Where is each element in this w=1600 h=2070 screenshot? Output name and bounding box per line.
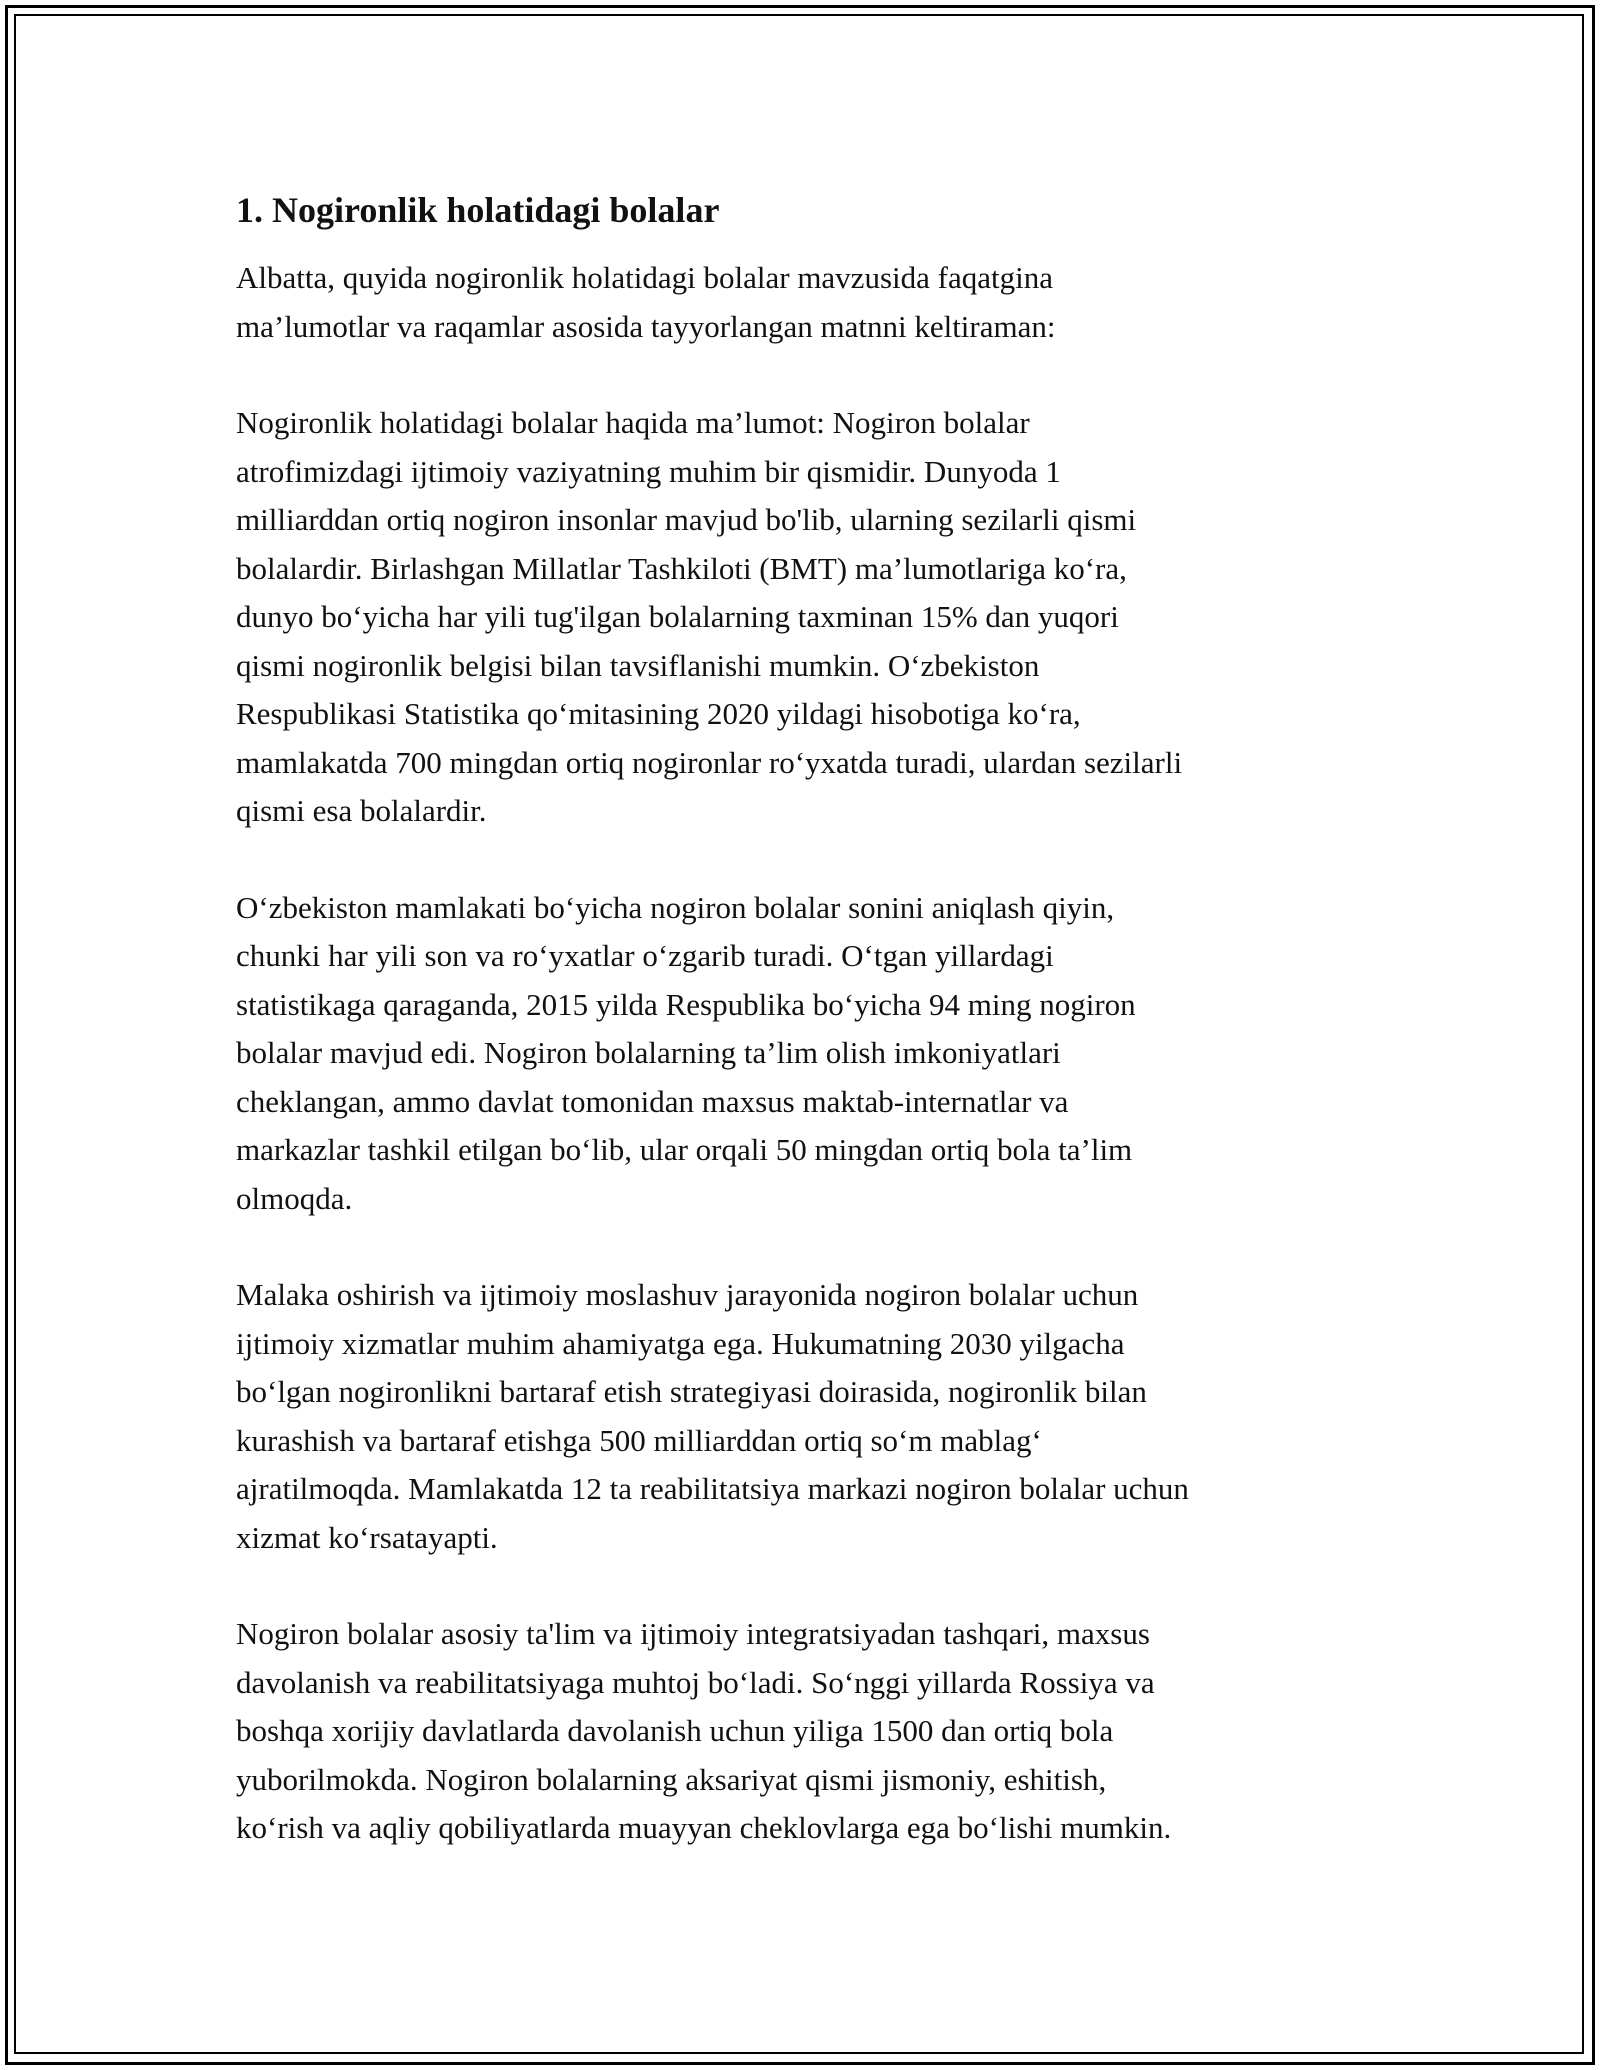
document-title: 1. Nogironlik holatidagi bolalar — [236, 190, 720, 230]
paragraph-overview: Nogironlik holatidagi bolalar haqida ma’lumot: Nogiron bolalar atrofimizdagi ijtimoiy vaziyatning muhim bir qismidir. Dunyoda 1 milliarddan ortiq nogiron insonlar mavjud bo'lib, ularning sezilarli qismi bolalardir. Birlashgan Millatlar Tashkiloti (BMT) ma’lumotlariga ko‘ra, dunyo bo‘yicha har yili tug'ilgan bolalarning taxminan 15% dan yuqori qismi nogironlik belgisi bilan tavsiflanishi mumkin. O‘zbekiston Respublikasi Statistika qo‘mitasining 2020 yildagi hisobotiga ko‘ra, mamlakatda 700 mingdan ortiq nogironlar ro‘yxatda turadi, ulardan sezilarli qismi esa bolalardir. — [236, 405, 1183, 828]
document-body — [236, 186, 1366, 1901]
paragraph-uzbekistan-statistics: O‘zbekiston mamlakati bo‘yicha nogiron bolalar sonini aniqlash qiyin, chunki har yili son va ro‘yxatlar o‘zgarib turadi. O‘tgan yillardagi statistikaga qaraganda, 2015 yilda Respublika bo‘yicha 94 ming nogiron bolalar mavjud edi. Nogiron bolalarning ta’lim olish imkoniyatlari cheklangan, ammo davlat tomonidan maxsus maktab-internatlar va markazlar tashkil etilgan bo‘lib, ular orqali 50 mingdan ortiq bola ta’lim olmoqda. — [236, 889, 1136, 1216]
paragraph-social-services: Malaka oshirish va ijtimoiy moslashuv jarayonida nogiron bolalar uchun ijtimoiy xizmatlar muhim ahamiyatga ega. Hukumatning 2030 yilgacha bo‘lgan nogironlikni bartaraf etish strategiyasi doirasida, nogironlik bilan kurashish va bartaraf etishga 500 milliarddan ortiq so‘m mablag‘ ajratilmoqda. Mamlakatda 12 ta reabilitatsiya markazi nogiron bolalar uchun xizmat ko‘rsatayapti. — [236, 1277, 1189, 1555]
paragraph-treatment: Nogiron bolalar asosiy ta'lim va ijtimoiy integratsiyadan tashqari, maxsus davolanish va reabilitatsiyaga muhtoj bo‘ladi. So‘nggi yillarda Rossiya va boshqa xorijiy davlatlarda davolanish uchun yiliga 1500 dan ortiq bola yuborilmokda. Nogiron bolalarning aksariyat qismi jismoniy, eshitish, ko‘rish va aqliy qobiliyatlarda muayyan cheklovlarga ega bo‘lishi mumkin. — [236, 1616, 1172, 1845]
paragraph-intro: Albatta, quyida nogironlik holatidagi bolalar mavzusida faqatgina ma’lumotlar va raqamlar asosida tayyorlangan matnni keltiraman: — [236, 260, 1056, 344]
